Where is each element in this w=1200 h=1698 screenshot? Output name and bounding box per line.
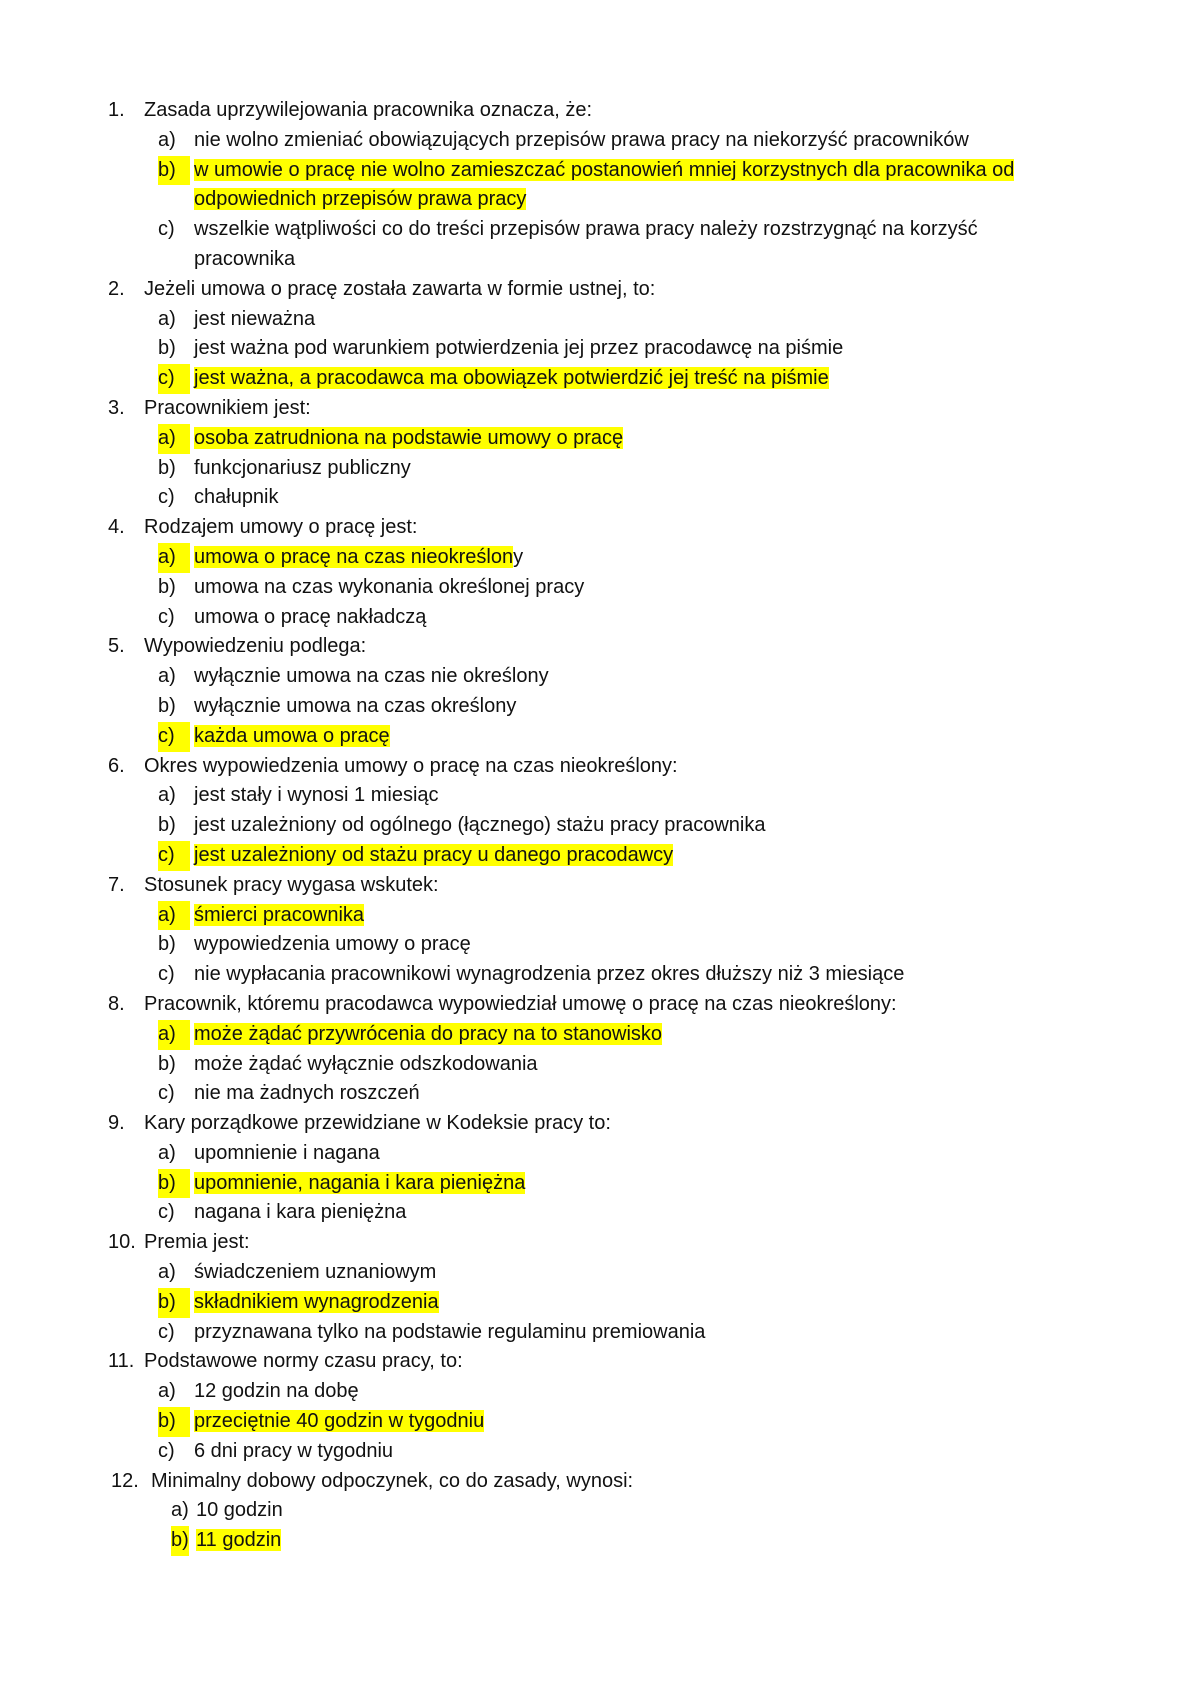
option-text-content: jest uzależniony od stażu pracy u danego pracodawcy [194,843,674,866]
option-text-content: odpowiednich przepisów prawa pracy [194,188,527,211]
option-text [194,662,549,692]
option-letter: b) [158,1288,190,1318]
option-letter: b) [158,456,176,479]
question-number: 12. [111,1469,139,1492]
question-text: Rodzajem umowy o pracę jest: [144,516,418,539]
option-text [194,1198,406,1228]
question-line [0,1467,1200,1497]
option-line [0,662,1200,692]
option-text-content: nie ma żadnych roszczeń [194,1082,420,1105]
option-line [0,364,1200,394]
question-line [0,513,1200,543]
option-text [194,126,969,156]
question-number: 4. [108,516,125,539]
option-line [0,1288,1200,1318]
option-text-content: nie wolno zmieniać obowiązujących przepisów prawa pracy na niekorzyść pracowników [194,128,969,151]
option-letter: a) [158,424,190,454]
option-line [0,1169,1200,1199]
option-text-content: jest ważna pod warunkiem potwierdzenia jej przez pracodawcę na piśmie [194,337,844,360]
option-text-content: chałupnik [194,486,279,509]
option-text-content: wypowiedzenia umowy o pracę [194,933,471,956]
question-text: Premia jest: [144,1231,250,1254]
option-line [0,811,1200,841]
option-letter: c) [158,218,175,241]
option-text [194,543,523,573]
question-line [0,871,1200,901]
option-line [0,543,1200,573]
option-letter: a) [171,1499,189,1522]
option-letter: a) [158,307,176,330]
option-letter: b) [158,575,176,598]
question-text: Stosunek pracy wygasa wskutek: [144,873,439,896]
option-text-content: umowa o pracę nakładczą [194,605,427,628]
option-line [0,305,1200,335]
option-letter: b) [158,156,190,186]
option-text [194,692,516,722]
option-letter: a) [158,1020,190,1050]
option-text-highlighted: umowa o pracę na czas nieokreślon [194,545,514,568]
option-text [194,364,829,394]
option-text-content: nie wypłacania pracownikowi wynagrodzenia przez okres dłuższy niż 3 miesiące [194,963,905,986]
option-letter: b) [158,814,176,837]
question-line [0,1109,1200,1139]
question-number: 10. [108,1231,136,1254]
option-text [194,960,904,990]
option-line [0,1079,1200,1109]
option-line [0,215,1200,245]
option-text-content: upomnienie i nagana [194,1141,380,1164]
option-letter: c) [158,1082,175,1105]
option-text [194,603,426,633]
option-text [194,1079,420,1109]
option-line [0,454,1200,484]
question-line [0,1228,1200,1258]
question-number: 8. [108,992,125,1015]
option-text-rest: y [513,545,524,568]
option-letter: b) [171,1526,189,1556]
option-text [194,722,390,752]
option-text-content: 12 godzin na dobę [194,1380,359,1403]
option-text [194,930,471,960]
option-text [194,424,623,454]
option-letter: c) [158,486,175,509]
question-text: Zasada uprzywilejowania pracownika oznacza, że: [144,99,593,121]
option-line [0,1050,1200,1080]
option-text [194,573,584,603]
question-number: 5. [108,635,125,658]
option-text [196,1526,281,1556]
question-line [0,1347,1200,1377]
option-line [0,424,1200,454]
option-line [0,1139,1200,1169]
option-text [194,1258,436,1288]
option-line [0,573,1200,603]
option-letter: a) [158,1380,176,1403]
question-text: Jeżeli umowa o pracę została zawarta w formie ustnej, to: [144,277,656,300]
option-text-content: funkcjonariusz publiczny [194,456,411,479]
option-text [194,811,765,841]
question-line [0,275,1200,305]
option-letter: b) [158,337,176,360]
option-line [0,1198,1200,1228]
option-text [194,454,411,484]
option-line [0,1437,1200,1467]
option-letter: c) [158,364,190,394]
option-line [0,1407,1200,1437]
option-line [0,901,1200,931]
option-text [194,1020,662,1050]
option-text-content: jest stały i wynosi 1 miesiąc [194,784,439,807]
option-line [0,781,1200,811]
question-number: 1. [108,99,125,121]
option-text-content: upomnienie, nagania i kara pieniężna [194,1171,526,1194]
option-text [194,483,279,513]
option-letter: c) [158,1439,175,1462]
option-letter: c) [158,1201,175,1224]
option-text [194,215,978,245]
option-line [0,126,1200,156]
option-letter: c) [158,722,190,752]
question-line [0,752,1200,782]
option-letter: b) [158,694,176,717]
option-text-content: osoba zatrudniona na podstawie umowy o pracę [194,426,624,449]
option-text-content: może żądać wyłącznie odszkodowania [194,1052,538,1075]
option-line [0,722,1200,752]
option-letter: b) [158,933,176,956]
option-text-content: przyznawana tylko na podstawie regulaminu premiowania [194,1320,706,1343]
question-text: Kary porządkowe przewidziane w Kodeksie pracy to: [144,1112,611,1135]
option-letter: a) [158,1141,176,1164]
option-text [194,1139,380,1169]
option-text-content: jest ważna, a pracodawca ma obowiązek potwierdzić jej treść na piśmie [194,367,829,390]
question-number: 2. [108,277,125,300]
option-text-content: 6 dni pracy w tygodniu [194,1439,394,1462]
option-text [194,1288,439,1318]
option-text-content: nagana i kara pieniężna [194,1201,407,1224]
quiz-document [0,96,1200,1556]
option-text-content: w umowie o pracę nie wolno zamieszczać postanowień mniej korzystnych dla pracownika od [194,158,1015,181]
option-line [0,692,1200,722]
option-line [0,1496,1200,1526]
option-letter: a) [158,128,176,151]
option-text [194,1169,525,1199]
option-letter: c) [158,963,175,986]
option-text-content: umowa na czas wykonania określonej pracy [194,575,585,598]
question-line [0,96,1200,126]
question-text: Okres wypowiedzenia umowy o pracę na czas nieokreślony: [144,754,678,777]
option-text-content: wyłącznie umowa na czas nie określony [194,665,549,688]
option-text-content: przeciętnie 40 godzin w tygodniu [194,1410,485,1433]
option-line [0,930,1200,960]
option-letter: a) [158,543,190,573]
option-line [0,1318,1200,1348]
question-line [0,632,1200,662]
option-letter: b) [158,1169,190,1199]
question-number: 6. [108,754,125,777]
option-letter: a) [158,1261,176,1284]
option-text-content: jest nieważna [194,307,316,330]
option-letter: b) [158,1407,190,1437]
option-text-content: śmierci pracownika [194,903,365,926]
option-text [194,305,315,335]
option-line [0,1526,1200,1556]
option-text [194,781,439,811]
question-text: Podstawowe normy czasu pracy, to: [144,1350,463,1373]
option-line [0,1377,1200,1407]
option-text-content: pracownika [194,247,296,270]
option-letter: c) [158,841,190,871]
option-text [194,185,526,215]
option-text [194,334,843,364]
option-text [194,841,673,871]
question-line [0,990,1200,1020]
question-text: Pracownikiem jest: [144,396,311,419]
option-text [194,1407,484,1437]
option-text [194,1050,538,1080]
option-text [194,901,364,931]
option-text-content: świadczeniem uznaniowym [194,1261,437,1284]
option-line [0,1020,1200,1050]
option-text [196,1496,283,1526]
question-number: 9. [108,1112,125,1135]
option-line [0,483,1200,513]
option-text [194,245,295,275]
question-text: Pracownik, któremu pracodawca wypowiedział umowę o pracę na czas nieokreślony: [144,992,897,1015]
option-text-content: każda umowa o pracę [194,724,390,747]
option-line [0,156,1200,186]
option-text [194,1377,359,1407]
option-text [194,1437,393,1467]
option-text-content: 11 godzin [196,1529,282,1552]
question-number: 3. [108,396,125,419]
option-letter: c) [158,1320,175,1343]
question-text: Minimalny dobowy odpoczynek, co do zasady, wynosi: [151,1469,634,1492]
option-text-content: wszelkie wątpliwości co do treści przepisów prawa pracy należy rozstrzygnąć na korzyść [194,218,978,241]
question-number: 11. [108,1350,135,1373]
option-letter: a) [158,784,176,807]
option-text-content: składnikiem wynagrodzenia [194,1290,439,1313]
option-text [194,1318,705,1348]
option-line [0,960,1200,990]
option-line [0,1258,1200,1288]
option-text-content: jest uzależniony od ogólnego (łącznego) stażu pracy pracownika [194,814,766,837]
option-line [0,245,1200,275]
question-line [0,394,1200,424]
option-line [0,334,1200,364]
option-line [0,185,1200,215]
question-number: 7. [108,873,125,896]
option-letter: b) [158,1052,176,1075]
option-line [0,603,1200,633]
option-text-content: może żądać przywrócenia do pracy na to stanowisko [194,1022,663,1045]
option-letter: c) [158,605,175,628]
option-text-content: wyłącznie umowa na czas określony [194,694,517,717]
option-text-content: 10 godzin [196,1499,283,1522]
option-text [194,156,1014,186]
option-letter: a) [158,665,176,688]
option-line [0,841,1200,871]
question-text: Wypowiedzeniu podlega: [144,635,367,658]
option-letter: a) [158,901,190,931]
